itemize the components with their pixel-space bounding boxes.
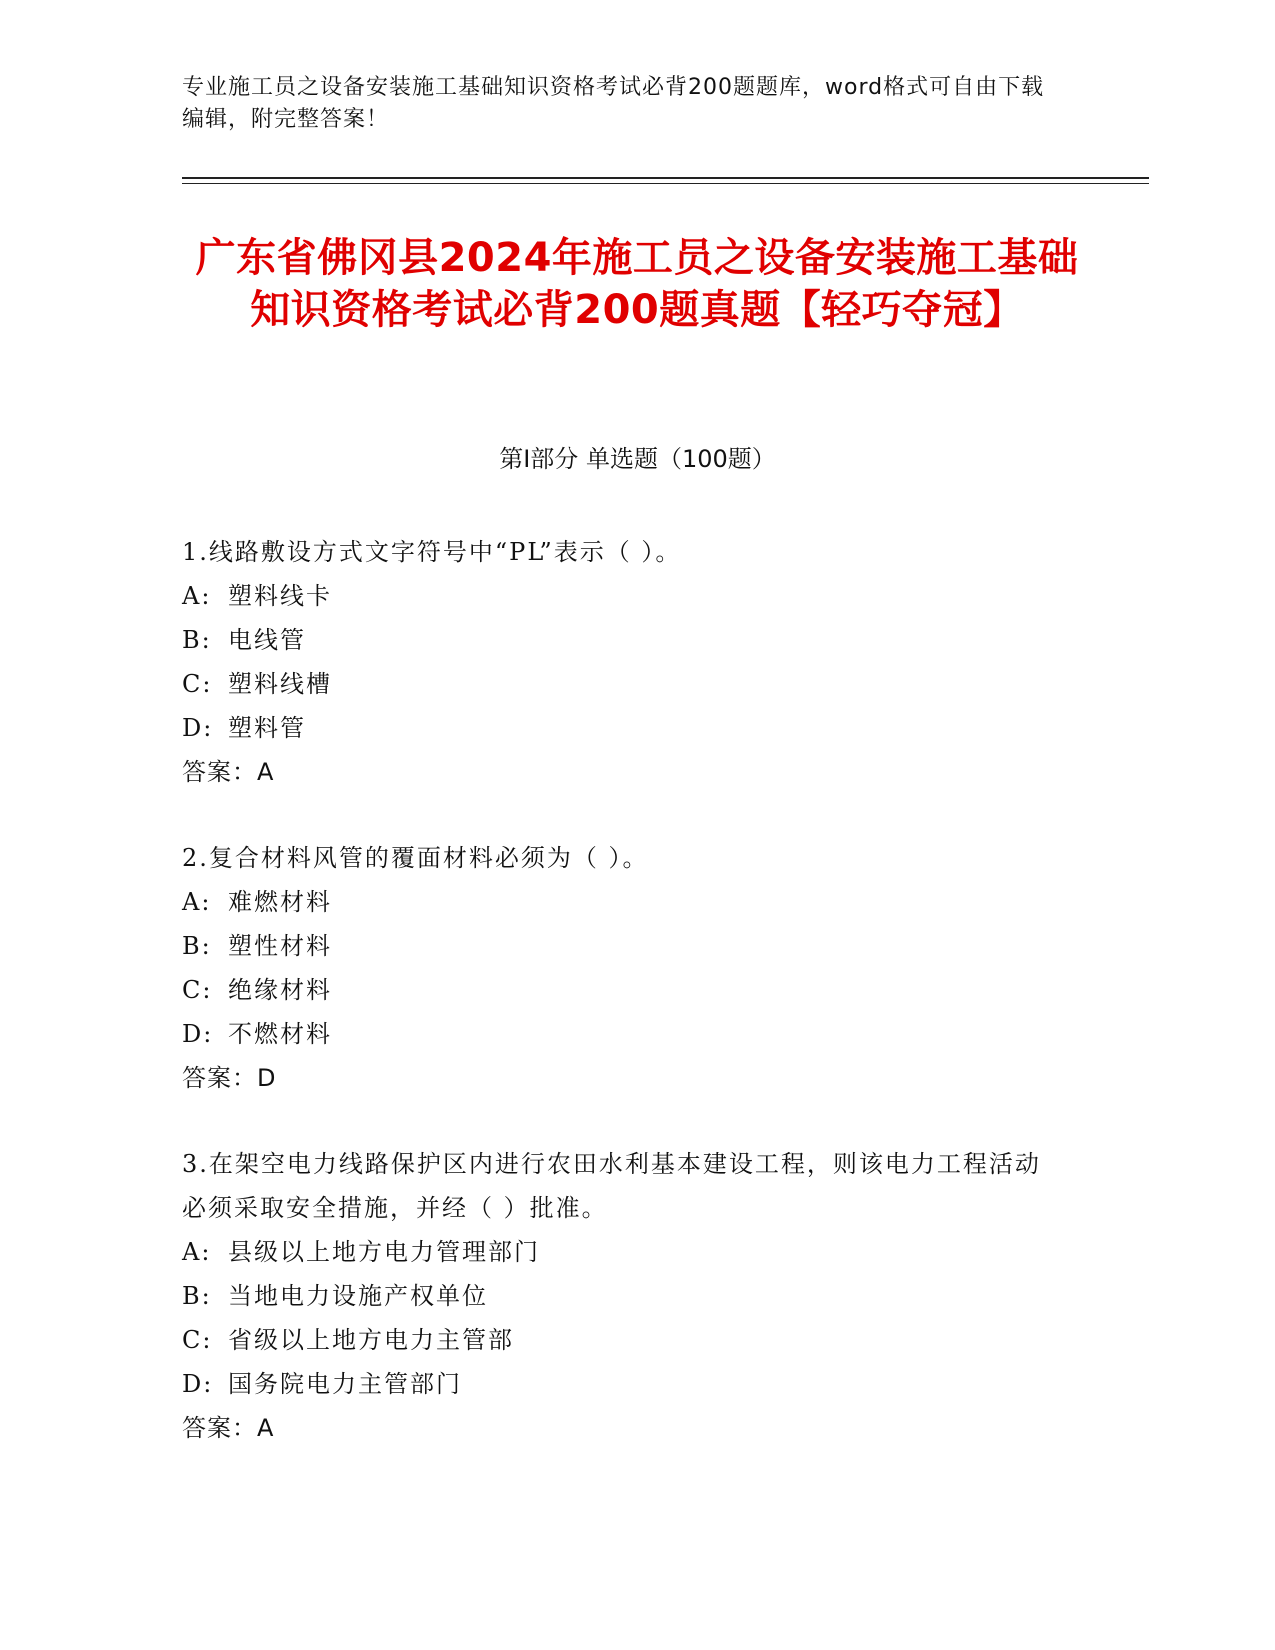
option-text: 不燃材料 xyxy=(228,1020,332,1048)
option-text: 国务院电力主管部门 xyxy=(228,1370,462,1398)
option-key: C: xyxy=(182,1326,213,1354)
option-d xyxy=(182,1012,1062,1056)
header-note: 专业施工员之设备安装施工基础知识资格考试必背200题题库，word格式可自由下载编辑，附完整答案！ xyxy=(182,75,1045,132)
question-list xyxy=(182,530,1062,1492)
option-text: 绝缘材料 xyxy=(228,976,332,1004)
option-text: 塑料线槽 xyxy=(228,670,332,698)
option-key: D: xyxy=(182,1370,214,1398)
option-text: 塑性材料 xyxy=(228,932,332,960)
option-text: 当地电力设施产权单位 xyxy=(228,1282,488,1310)
option-key: A: xyxy=(182,888,212,916)
option-text: 电线管 xyxy=(228,626,306,654)
question-text: 3.在架空电力线路保护区内进行农田水利基本建设工程，则该电力工程活动必须采取安全措施，并经（ ）批准。 xyxy=(182,1150,1041,1222)
option-c xyxy=(182,1318,1062,1362)
header-divider-thin xyxy=(182,183,1149,184)
answer: 答案：A xyxy=(182,1414,275,1442)
option-a xyxy=(182,880,1062,924)
option-a xyxy=(182,1230,1062,1274)
question-3 xyxy=(182,1142,1062,1450)
option-d xyxy=(182,706,1062,750)
option-text: 省级以上地方电力主管部 xyxy=(228,1326,514,1354)
option-text: 县级以上地方电力管理部门 xyxy=(228,1238,540,1266)
option-b xyxy=(182,924,1062,968)
document-title: 广东省佛冈县2024年施工员之设备安装施工基础知识资格考试必背200题真题【轻巧夺冠】 xyxy=(195,235,1079,333)
option-key: D: xyxy=(182,1020,214,1048)
option-key: B: xyxy=(182,626,212,654)
option-c xyxy=(182,662,1062,706)
option-key: B: xyxy=(182,932,212,960)
option-b xyxy=(182,1274,1062,1318)
option-key: A: xyxy=(182,582,212,610)
question-text: 1.线路敷设方式文字符号中“PL”表示（ ）。 xyxy=(182,538,682,566)
header-divider-thick xyxy=(182,177,1149,179)
answer: 答案：A xyxy=(182,758,275,786)
answer: 答案：D xyxy=(182,1064,277,1092)
question-1 xyxy=(182,530,1062,794)
option-b xyxy=(182,618,1062,662)
option-text: 难燃材料 xyxy=(228,888,332,916)
option-key: C: xyxy=(182,670,213,698)
option-a xyxy=(182,574,1062,618)
option-key: C: xyxy=(182,976,213,1004)
option-c xyxy=(182,968,1062,1012)
question-text: 2.复合材料风管的覆面材料必须为（ ）。 xyxy=(182,844,649,872)
option-d xyxy=(182,1362,1062,1406)
option-text: 塑料管 xyxy=(228,714,306,742)
section-title: 第I部分 单选题（100题） xyxy=(499,445,776,473)
option-key: B: xyxy=(182,1282,212,1310)
option-key: D: xyxy=(182,714,214,742)
question-2 xyxy=(182,836,1062,1100)
option-text: 塑料线卡 xyxy=(228,582,332,610)
option-key: A: xyxy=(182,1238,212,1266)
